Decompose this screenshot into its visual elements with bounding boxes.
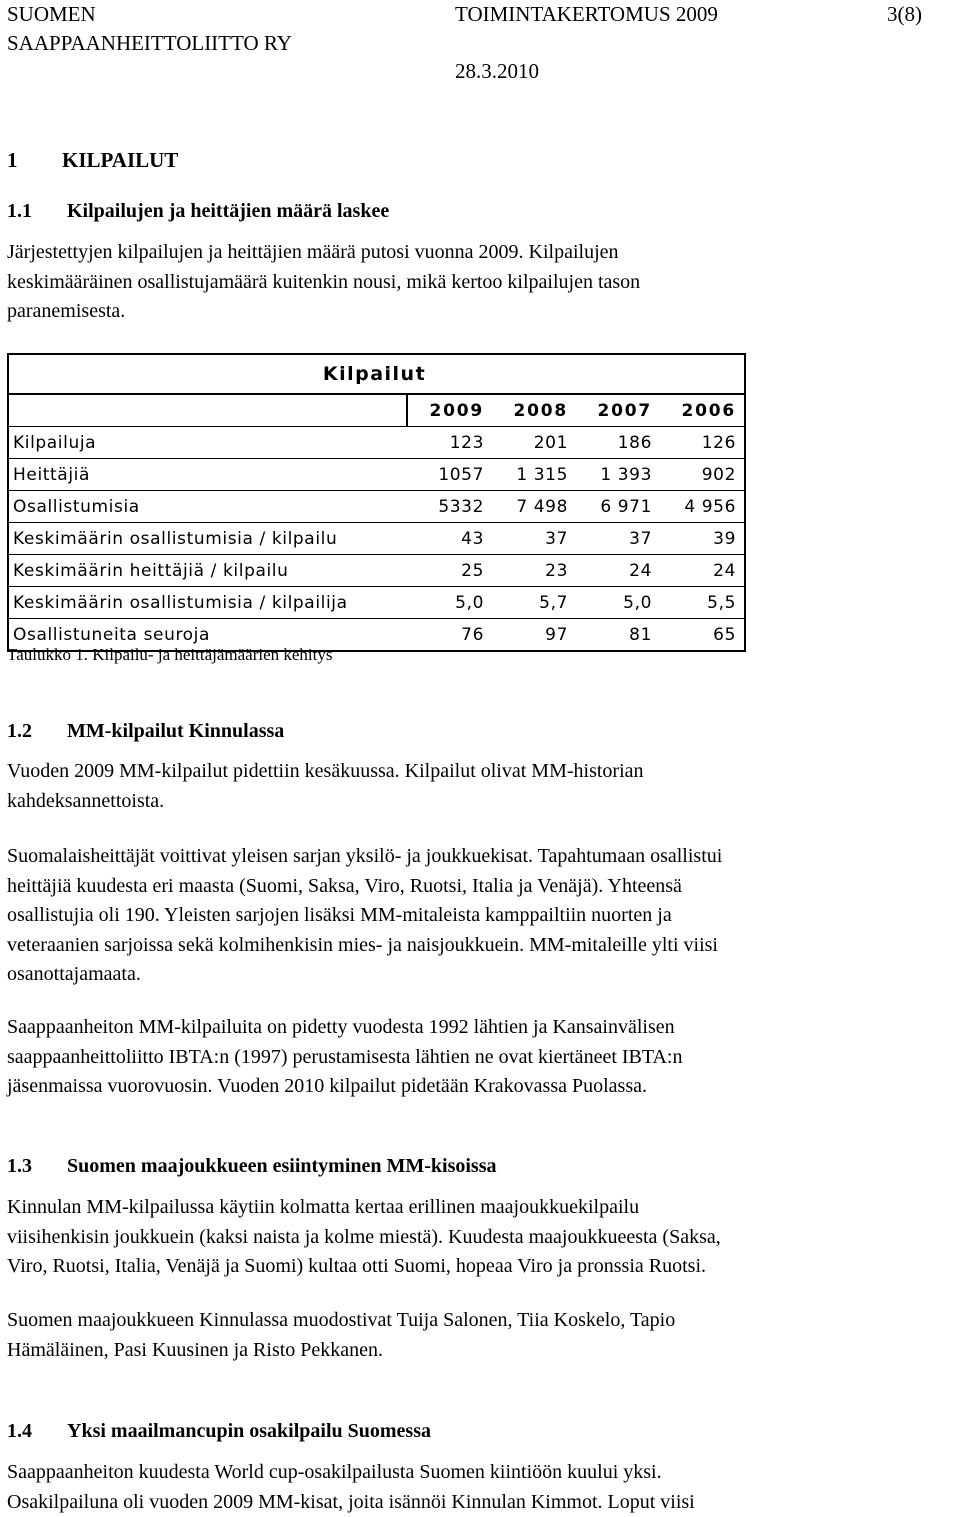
text-line: Suomen maajoukkueen Kinnulassa muodostivat Tuija Salonen, Tiia Koskelo, Tapio: [7, 1306, 927, 1336]
table-row: [8, 427, 745, 459]
cell-value: 65: [660, 619, 745, 652]
cell-value: 902: [660, 459, 745, 491]
cell-value: 39: [660, 523, 745, 555]
cell-value: 7 498: [492, 491, 576, 523]
text-line: heittäjiä kuudesta eri maasta (Suomi, Saksa, Viro, Ruotsi, Italia ja Venäjä). Yhteensä: [7, 872, 927, 902]
row-label: Osallistumisia: [8, 491, 407, 523]
text-line: osanottajamaata.: [7, 960, 927, 990]
section-1-3-paragraph-2: [7, 1306, 927, 1365]
table-row: [8, 587, 745, 619]
org-name-line2: SAAPPAANHEITTOLIITTO RY: [7, 31, 292, 55]
section-number: 1.4: [7, 1420, 67, 1443]
table-caption: Taulukko 1. Kilpailu- ja heittäjämäärien kehitys: [7, 645, 333, 665]
table-row: [8, 523, 745, 555]
section-1-heading: [7, 148, 178, 173]
section-1-2-paragraph-2: [7, 842, 927, 990]
text-line: keskimääräinen osallistujamäärä kuitenkin nousi, mikä kertoo kilpailujen tason: [7, 268, 927, 298]
cell-value: 5332: [407, 491, 492, 523]
section-number: 1.1: [7, 200, 67, 223]
text-line: saappaanheittoliitto IBTA:n (1997) perustamisesta lähtien ne ovat kiertäneet IBTA:n: [7, 1043, 927, 1073]
row-label: Kilpailuja: [8, 427, 407, 459]
cell-value: 1057: [407, 459, 492, 491]
section-1-4-paragraph-1: [7, 1458, 927, 1517]
text-line: Osakilpailuna oli vuoden 2009 MM-kisat, joita isännöi Kinnulan Kimmot. Loput viisi: [7, 1488, 927, 1517]
cell-value: 5,5: [660, 587, 745, 619]
row-label: Keskimäärin heittäjiä / kilpailu: [8, 555, 407, 587]
cell-value: 25: [407, 555, 492, 587]
table-row: [8, 459, 745, 491]
text-line: Viro, Ruotsi, Italia, Venäjä ja Suomi) kultaa otti Suomi, hopeaa Viro ja pronssia Ruotsi.: [7, 1252, 927, 1282]
section-1-3-heading: [7, 1155, 497, 1178]
cell-value: 126: [660, 427, 745, 459]
cell-value: 81: [576, 619, 660, 652]
cell-value: 5,0: [576, 587, 660, 619]
section-title: KILPAILUT: [62, 148, 178, 172]
section-1-4-heading: [7, 1420, 431, 1443]
org-name-line1: SUOMEN: [7, 2, 96, 26]
table-title: Kilpailut: [8, 354, 745, 394]
cell-value: 1 315: [492, 459, 576, 491]
text-line: Vuoden 2009 MM-kilpailut pidettiin kesäkuussa. Kilpailut olivat MM-historian: [7, 757, 927, 787]
section-1-1-paragraph: [7, 238, 927, 327]
year-header: 2008: [492, 394, 576, 427]
table-header-blank: [8, 394, 407, 427]
cell-value: 24: [660, 555, 745, 587]
kilpailut-table: [7, 353, 746, 652]
text-line: jäsenmaissa vuorovuosin. Vuoden 2010 kilpailut pidetään Krakovassa Puolassa.: [7, 1072, 927, 1102]
cell-value: 23: [492, 555, 576, 587]
text-line: paranemisesta.: [7, 297, 927, 327]
cell-value: 186: [576, 427, 660, 459]
section-title: Kilpailujen ja heittäjien määrä laskee: [67, 200, 389, 222]
cell-value: 6 971: [576, 491, 660, 523]
section-1-2-paragraph-3: [7, 1013, 927, 1102]
row-label: Heittäjiä: [8, 459, 407, 491]
cell-value: 43: [407, 523, 492, 555]
section-1-3-paragraph-1: [7, 1193, 927, 1282]
text-line: osallistujia oli 190. Yleisten sarjojen lisäksi MM-mitaleista kamppailtiin nuorten ja: [7, 901, 927, 931]
section-number: 1.3: [7, 1155, 67, 1178]
section-1-2-heading: [7, 720, 284, 743]
section-number: 1: [7, 148, 62, 173]
text-line: viisihenkisin joukkuein (kaksi naista ja kolme miestä). Kuudesta maajoukkueesta (Saksa,: [7, 1223, 927, 1253]
cell-value: 1 393: [576, 459, 660, 491]
text-line: Saappaanheiton kuudesta World cup-osakilpailusta Suomen kiintiöön kuului yksi.: [7, 1458, 927, 1488]
text-line: Kinnulan MM-kilpailussa käytiin kolmatta kertaa erillinen maajoukkuekilpailu: [7, 1193, 927, 1223]
table-row: [8, 491, 745, 523]
year-header: 2006: [660, 394, 745, 427]
text-line: Hämäläinen, Pasi Kuusinen ja Risto Pekkanen.: [7, 1336, 927, 1366]
table-header-row: [8, 394, 745, 427]
text-line: kahdeksannettoista.: [7, 787, 927, 817]
section-title: MM-kilpailut Kinnulassa: [67, 720, 284, 742]
text-line: veteraanien sarjoissa sekä kolmihenkisin mies- ja naisjoukkuein. MM-mitaleille ylti viisi: [7, 931, 927, 961]
cell-value: 24: [576, 555, 660, 587]
row-label: Osallistuneita seuroja: [8, 619, 407, 652]
section-1-2-paragraph-1: [7, 757, 927, 816]
page-number: 3(8): [887, 2, 922, 26]
text-line: Järjestettyjen kilpailujen ja heittäjien määrä putosi vuonna 2009. Kilpailujen: [7, 238, 927, 268]
cell-value: 76: [407, 619, 492, 652]
row-label: Keskimäärin osallistumisia / kilpailija: [8, 587, 407, 619]
year-header: 2009: [407, 394, 492, 427]
cell-value: 37: [492, 523, 576, 555]
text-line: Saappaanheiton MM-kilpailuita on pidetty vuodesta 1992 lähtien ja Kansainvälisen: [7, 1013, 927, 1043]
section-1-1-heading: [7, 200, 389, 223]
year-header: 2007: [576, 394, 660, 427]
cell-value: 5,7: [492, 587, 576, 619]
section-title: Yksi maailmancupin osakilpailu Suomessa: [67, 1420, 431, 1442]
cell-value: 97: [492, 619, 576, 652]
cell-value: 37: [576, 523, 660, 555]
cell-value: 201: [492, 427, 576, 459]
document-title: TOIMINTAKERTOMUS 2009: [455, 2, 718, 26]
table-row: [8, 555, 745, 587]
document-date: 28.3.2010: [455, 59, 539, 83]
section-number: 1.2: [7, 720, 67, 743]
cell-value: 5,0: [407, 587, 492, 619]
cell-value: 123: [407, 427, 492, 459]
section-title: Suomen maajoukkueen esiintyminen MM-kisoissa: [67, 1155, 497, 1177]
row-label: Keskimäärin osallistumisia / kilpailu: [8, 523, 407, 555]
text-line: Suomalaisheittäjät voittivat yleisen sarjan yksilö- ja joukkuekisat. Tapahtumaan osallistui: [7, 842, 927, 872]
cell-value: 4 956: [660, 491, 745, 523]
